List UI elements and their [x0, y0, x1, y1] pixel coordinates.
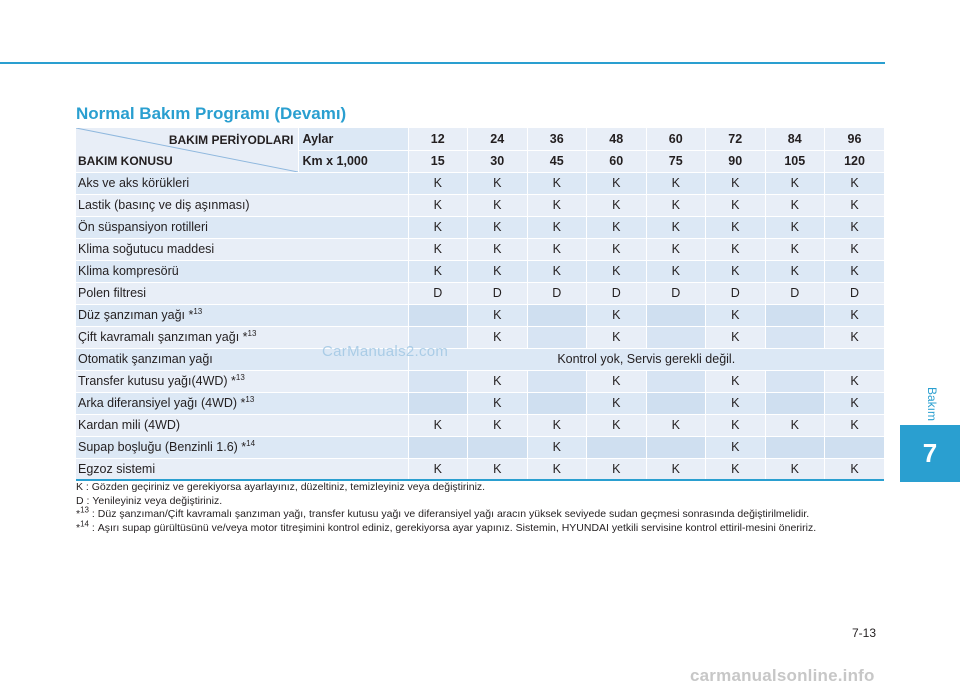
periods-label: BAKIM PERİYODLARI: [168, 133, 294, 147]
month-cell: 60: [646, 128, 706, 150]
value-cell: K: [468, 216, 528, 238]
value-cell: K: [587, 392, 647, 414]
value-cell: D: [706, 282, 766, 304]
value-cell: K: [646, 194, 706, 216]
value-cell: [646, 436, 706, 458]
row-label: [76, 282, 408, 304]
value-cell: K: [527, 260, 587, 282]
value-cell: K: [765, 458, 825, 480]
row-label-text: Lastik (basınç ve diş aşınması): [78, 198, 250, 212]
note-key-text: K :: [76, 481, 92, 493]
note-key: [76, 481, 92, 495]
value-cell: K: [468, 326, 528, 348]
km-cell: 105: [765, 150, 825, 172]
maintenance-table: [76, 128, 884, 481]
value-cell: K: [646, 458, 706, 480]
table-row: [76, 216, 884, 238]
footnote-ref: 14: [246, 438, 256, 448]
footnote-ref: 13: [245, 394, 255, 404]
value-cell: K: [765, 172, 825, 194]
value-cell: K: [408, 414, 468, 436]
value-cell: [468, 436, 528, 458]
month-cell: 36: [527, 128, 587, 150]
row-label-text: Polen filtresi: [78, 286, 147, 300]
value-cell: D: [646, 282, 706, 304]
row-label-text: Çift kavramalı şanzıman yağı *: [78, 330, 248, 344]
value-cell: [408, 370, 468, 392]
row-note: Kontrol yok, Servis gerekli değil.: [408, 348, 884, 370]
value-cell: K: [468, 458, 528, 480]
value-cell: K: [408, 238, 468, 260]
header-row-months: [76, 128, 884, 150]
value-cell: K: [765, 238, 825, 260]
subject-label: BAKIM KONUSU: [78, 153, 173, 168]
note-line: [76, 519, 884, 536]
value-cell: K: [825, 260, 885, 282]
page-number: 7-13: [852, 626, 877, 640]
row-label: [76, 392, 408, 414]
value-cell: [765, 370, 825, 392]
value-cell: [527, 304, 587, 326]
value-cell: K: [825, 326, 885, 348]
row-label: [76, 436, 408, 458]
row-label-text: Klima kompresörü: [78, 264, 179, 278]
value-cell: K: [825, 370, 885, 392]
value-cell: K: [825, 392, 885, 414]
value-cell: K: [468, 392, 528, 414]
row-label: [76, 458, 408, 480]
row-label: [76, 194, 408, 216]
value-cell: K: [587, 414, 647, 436]
value-cell: [825, 436, 885, 458]
month-cell: 72: [706, 128, 766, 150]
value-cell: K: [408, 216, 468, 238]
value-cell: K: [408, 194, 468, 216]
value-cell: [408, 304, 468, 326]
row-label-text: Aks ve aks körükleri: [78, 176, 190, 190]
value-cell: K: [646, 172, 706, 194]
value-cell: K: [706, 216, 766, 238]
row-label-text: Transfer kutusu yağı(4WD) *: [78, 374, 236, 388]
value-cell: K: [765, 260, 825, 282]
table-row: [76, 326, 884, 348]
value-cell: K: [408, 458, 468, 480]
value-cell: K: [527, 458, 587, 480]
footer-watermark: carmanualsonline.info: [690, 666, 875, 685]
side-label: [917, 385, 947, 423]
km-cell: 45: [527, 150, 587, 172]
footnote-ref: 13: [247, 328, 257, 338]
value-cell: K: [527, 238, 587, 260]
value-cell: K: [468, 304, 528, 326]
table-row: [76, 238, 884, 260]
row-label-text: Arka diferansiyel yağı (4WD) *: [78, 396, 246, 410]
value-cell: K: [587, 370, 647, 392]
value-cell: K: [706, 392, 766, 414]
value-cell: K: [646, 260, 706, 282]
value-cell: K: [408, 172, 468, 194]
value-cell: K: [706, 238, 766, 260]
table-row: [76, 172, 884, 194]
note-text: Yenileyiniz veya değiştiriniz.: [92, 494, 223, 507]
value-cell: [527, 392, 587, 414]
month-cell: 96: [825, 128, 885, 150]
value-cell: K: [468, 260, 528, 282]
row-label-text: Düz şanzıman yağı *: [78, 308, 194, 322]
value-cell: [646, 392, 706, 414]
chapter-tab: 7: [900, 425, 960, 482]
value-cell: D: [587, 282, 647, 304]
row-label: [76, 172, 408, 194]
note-separator: :: [89, 521, 98, 534]
value-cell: K: [587, 172, 647, 194]
table-row: [76, 260, 884, 282]
note-key-text: *: [76, 508, 81, 520]
km-cell: 90: [706, 150, 766, 172]
row-label-text: Supap boşluğu (Benzinli 1.6) *: [78, 440, 247, 454]
table-row: [76, 304, 884, 326]
note-line: [76, 505, 884, 522]
value-cell: K: [587, 216, 647, 238]
value-cell: K: [706, 194, 766, 216]
row-label-text: Ön süspansiyon rotilleri: [78, 220, 208, 234]
note-key: [76, 519, 98, 536]
value-cell: K: [706, 458, 766, 480]
footnote-ref: 13: [235, 372, 245, 382]
value-cell: K: [527, 436, 587, 458]
km-cell: 120: [825, 150, 885, 172]
month-cell: 48: [587, 128, 647, 150]
value-cell: K: [825, 194, 885, 216]
km-cell: 15: [408, 150, 468, 172]
note-footnote-ref: 13: [80, 505, 89, 515]
value-cell: [765, 304, 825, 326]
note-key-text: *: [76, 521, 81, 534]
note-text: Düz şanzıman/Çift kavramalı şanzıman yağı, transfer kutusu yağı ve diferansiyel yağı aracın yüksek seviyede sudan geçmesi sonrasında değiştirilmelidir.: [97, 508, 810, 520]
row-label: [76, 304, 408, 326]
value-cell: K: [646, 216, 706, 238]
note-line: [76, 495, 884, 509]
note-line: [76, 481, 884, 495]
km-cell: 30: [468, 150, 528, 172]
watermark: CarManuals2.com: [322, 343, 449, 360]
top-rule: [0, 62, 885, 64]
value-cell: K: [527, 414, 587, 436]
value-cell: K: [825, 216, 885, 238]
header-diagonal-cell: [76, 128, 298, 172]
value-cell: K: [468, 172, 528, 194]
value-cell: K: [468, 238, 528, 260]
value-cell: K: [765, 194, 825, 216]
table-row: [76, 414, 884, 436]
value-cell: K: [587, 194, 647, 216]
value-cell: K: [646, 414, 706, 436]
value-cell: D: [468, 282, 528, 304]
note-text: Aşırı supap gürültüsünü ve/veya motor titreşimini kontrol ediniz, gerekiyorsa ayar yapınız. Sistemin, HYUNDAI yetkili servisine kontrol ettiril-mesini öneririz.: [97, 521, 817, 534]
row-label: [76, 260, 408, 282]
value-cell: K: [825, 172, 885, 194]
value-cell: K: [527, 216, 587, 238]
table-row: [76, 370, 884, 392]
value-cell: [765, 326, 825, 348]
months-label: Aylar: [298, 128, 408, 150]
row-label: [76, 238, 408, 260]
row-label-text: Egzoz sistemi: [78, 461, 156, 476]
value-cell: K: [408, 260, 468, 282]
table-row: [76, 392, 884, 414]
note-key-text: D :: [76, 494, 93, 507]
value-cell: D: [765, 282, 825, 304]
value-cell: K: [587, 260, 647, 282]
value-cell: D: [825, 282, 885, 304]
value-cell: K: [468, 194, 528, 216]
note-text: Gözden geçiriniz ve gerekiyorsa ayarlayınız, düzeltiniz, temizleyiniz veya değiştiriniz.: [91, 481, 486, 493]
table-row: [76, 348, 884, 370]
value-cell: K: [765, 414, 825, 436]
month-cell: 84: [765, 128, 825, 150]
value-cell: K: [527, 172, 587, 194]
km-label: Km x 1,000: [298, 150, 408, 172]
side-label-text: Bakım: [925, 386, 939, 422]
row-label-text: Klima soğutucu maddesi: [78, 242, 215, 256]
table-row: [76, 282, 884, 304]
value-cell: K: [706, 326, 766, 348]
value-cell: [408, 392, 468, 414]
note-footnote-ref: 14: [80, 519, 89, 528]
value-cell: [408, 436, 468, 458]
value-cell: [527, 370, 587, 392]
value-cell: K: [825, 458, 885, 480]
legend-notes: [76, 481, 884, 535]
month-cell: 24: [468, 128, 528, 150]
row-label: [76, 216, 408, 238]
value-cell: [765, 392, 825, 414]
row-label: [76, 370, 408, 392]
value-cell: D: [527, 282, 587, 304]
table-row: [76, 194, 884, 216]
value-cell: K: [765, 216, 825, 238]
value-cell: K: [706, 172, 766, 194]
footnote-ref: 13: [193, 306, 203, 316]
value-cell: K: [706, 260, 766, 282]
value-cell: [527, 326, 587, 348]
value-cell: K: [646, 238, 706, 260]
value-cell: K: [587, 326, 647, 348]
row-label-text: Kardan mili (4WD): [78, 418, 181, 432]
value-cell: K: [825, 414, 885, 436]
row-label: [76, 414, 408, 436]
value-cell: K: [587, 304, 647, 326]
value-cell: K: [468, 370, 528, 392]
section-title: Normal Bakım Programı (Devamı): [76, 104, 347, 123]
value-cell: D: [408, 282, 468, 304]
table-row: [76, 458, 884, 480]
month-cell: 12: [408, 128, 468, 150]
note-separator: :: [89, 508, 98, 520]
value-cell: K: [587, 458, 647, 480]
value-cell: [646, 304, 706, 326]
value-cell: K: [706, 436, 766, 458]
km-cell: 75: [646, 150, 706, 172]
value-cell: [646, 370, 706, 392]
value-cell: K: [468, 414, 528, 436]
value-cell: K: [706, 304, 766, 326]
value-cell: K: [825, 238, 885, 260]
value-cell: K: [587, 238, 647, 260]
value-cell: [646, 326, 706, 348]
value-cell: [587, 436, 647, 458]
table-row: [76, 436, 884, 458]
value-cell: K: [527, 194, 587, 216]
km-cell: 60: [587, 150, 647, 172]
value-cell: K: [706, 370, 766, 392]
value-cell: K: [825, 304, 885, 326]
value-cell: K: [706, 414, 766, 436]
value-cell: [765, 436, 825, 458]
row-label-text: Otomatik şanzıman yağı: [78, 352, 213, 366]
